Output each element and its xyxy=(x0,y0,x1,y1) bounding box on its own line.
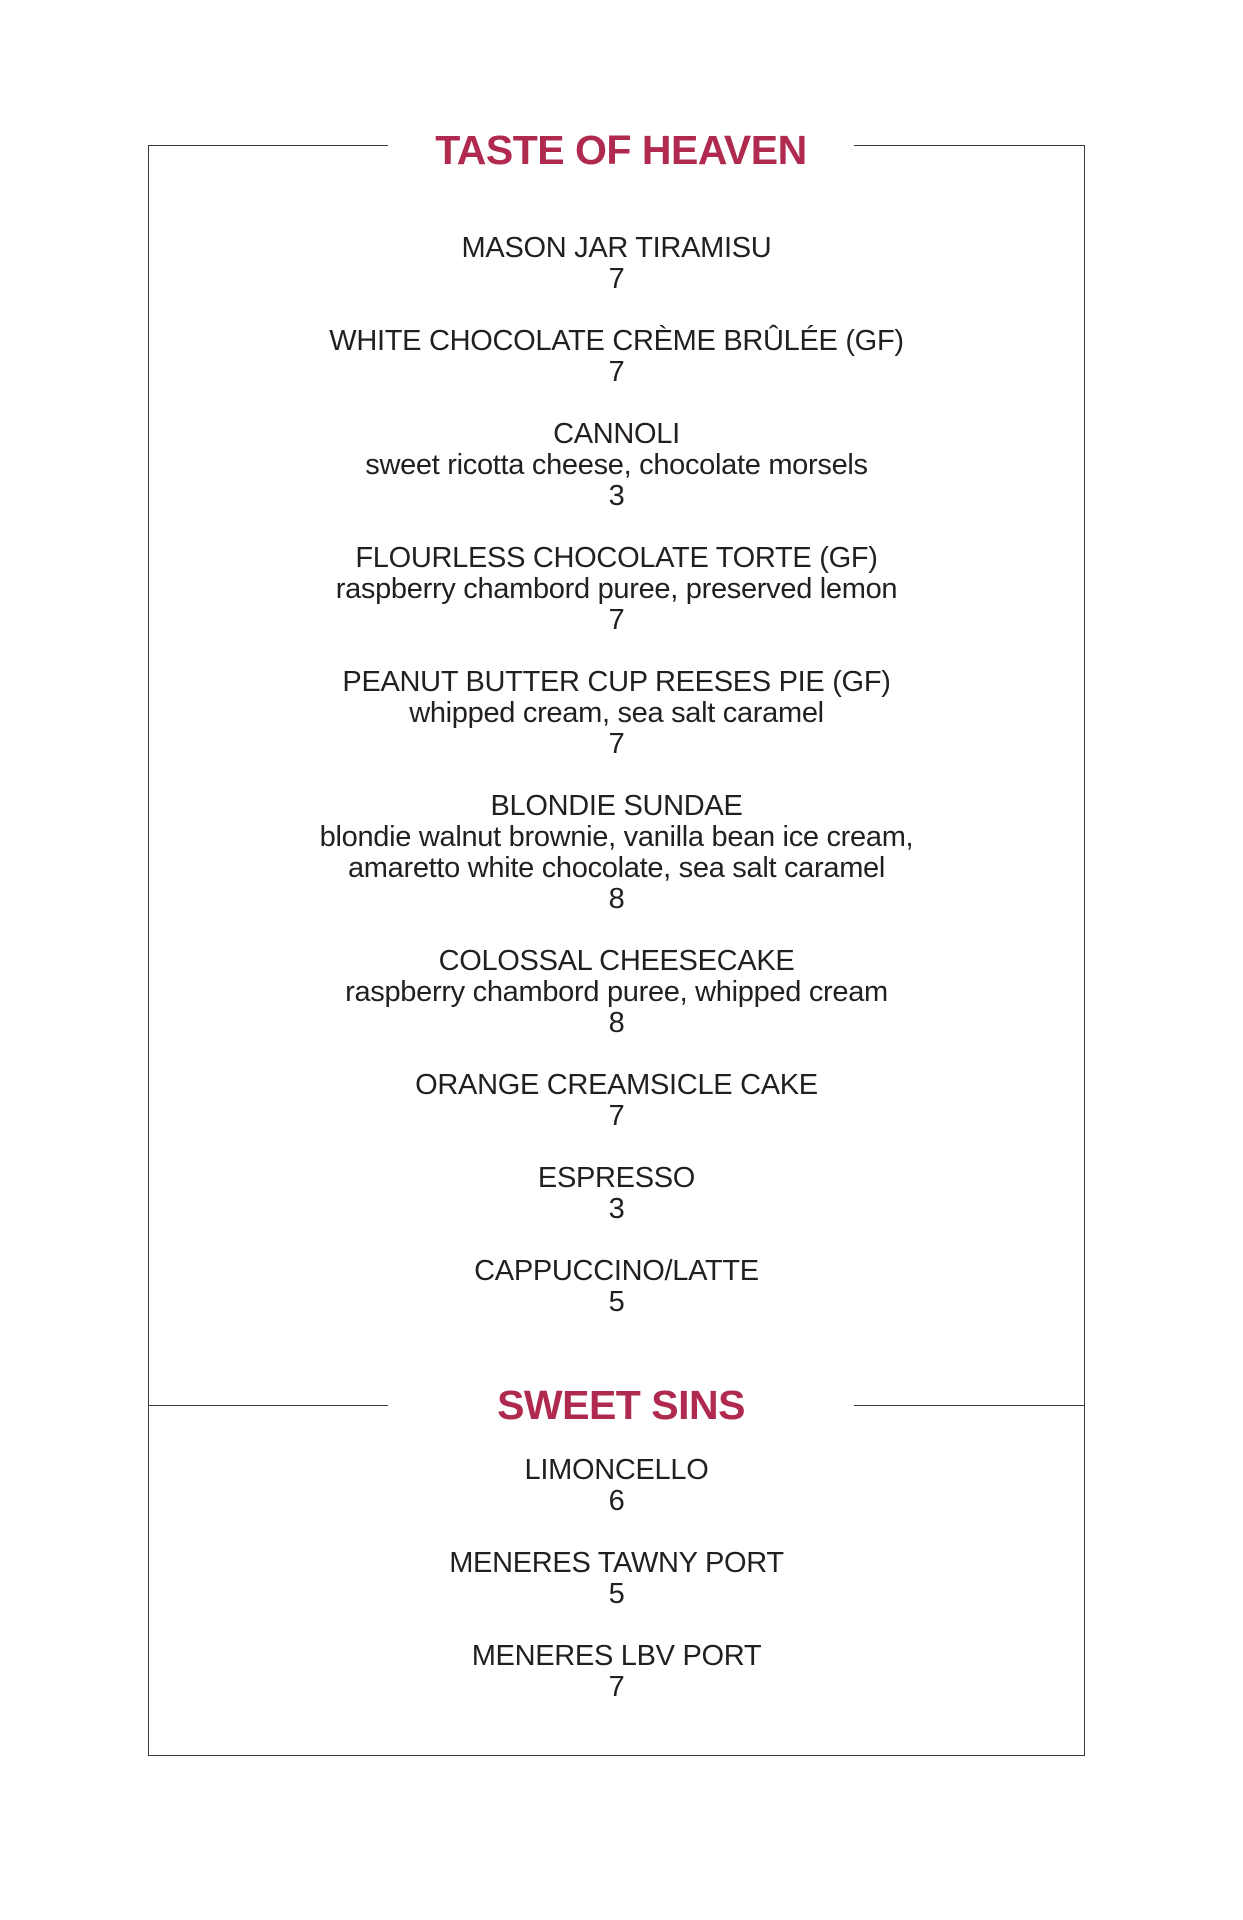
menu-item xyxy=(148,1163,1085,1225)
menu-item xyxy=(148,543,1085,636)
menu-item-price: 7 xyxy=(608,604,625,636)
menu-item xyxy=(148,1548,1085,1610)
menu-item-name: FLOURLESS CHOCOLATE TORTE (GF) xyxy=(355,542,878,574)
menu-item-description: blondie walnut brownie, vanilla bean ice cream, xyxy=(319,821,914,853)
menu-list-sweet-sins xyxy=(148,1455,1085,1734)
menu-item-name: WHITE CHOCOLATE CRÈME BRÛLÉE (GF) xyxy=(329,325,904,357)
menu-item-name: LIMONCELLO xyxy=(524,1454,709,1486)
menu-item-name: CANNOLI xyxy=(553,418,680,450)
menu-item-description: amaretto white chocolate, sea salt caramel xyxy=(347,852,886,884)
menu-item-price: 8 xyxy=(608,883,625,915)
menu-item xyxy=(148,1070,1085,1132)
menu-item-price: 7 xyxy=(608,356,625,388)
menu-item-name: MENERES TAWNY PORT xyxy=(449,1547,784,1579)
section-title-sweet-sins: SWEET SINS xyxy=(388,1367,854,1443)
menu-item-name: MENERES LBV PORT xyxy=(471,1640,762,1672)
menu-item-name: CAPPUCCINO/LATTE xyxy=(474,1255,759,1287)
menu-item-price: 7 xyxy=(608,263,625,295)
menu-item xyxy=(148,1455,1085,1517)
menu-item-price: 7 xyxy=(608,728,625,760)
menu-item-price: 7 xyxy=(608,1100,625,1132)
menu-item xyxy=(148,946,1085,1039)
menu-item xyxy=(148,233,1085,295)
menu-item xyxy=(148,1641,1085,1703)
menu-item-description: raspberry chambord puree, preserved lemon xyxy=(335,573,898,605)
menu-item-description: whipped cream, sea salt caramel xyxy=(409,697,824,729)
menu-item-price: 5 xyxy=(608,1578,625,1610)
menu-item-price: 6 xyxy=(608,1485,625,1517)
menu-item-name: MASON JAR TIRAMISU xyxy=(461,232,772,264)
menu-item xyxy=(148,419,1085,512)
section-title-taste-of-heaven: TASTE OF HEAVEN xyxy=(388,112,854,188)
menu-item-description: raspberry chambord puree, whipped cream xyxy=(345,976,888,1008)
menu-item-price: 8 xyxy=(608,1007,625,1039)
menu-item-name: ESPRESSO xyxy=(537,1162,696,1194)
menu-list-taste-of-heaven xyxy=(148,233,1085,1349)
menu-item xyxy=(148,326,1085,388)
menu-item xyxy=(148,1256,1085,1318)
menu-item xyxy=(148,667,1085,760)
menu-item-name: BLONDIE SUNDAE xyxy=(490,790,743,822)
menu-item-name: PEANUT BUTTER CUP REESES PIE (GF) xyxy=(342,666,891,698)
menu-item xyxy=(148,791,1085,915)
menu-item-price: 5 xyxy=(608,1286,625,1318)
menu-item-price: 7 xyxy=(608,1671,625,1703)
menu-item-name: COLOSSAL CHEESECAKE xyxy=(438,945,795,977)
menu-item-description: sweet ricotta cheese, chocolate morsels xyxy=(365,449,868,481)
menu-item-name: ORANGE CREAMSICLE CAKE xyxy=(415,1069,818,1101)
menu-item-price: 3 xyxy=(608,480,625,512)
menu-item-price: 3 xyxy=(608,1193,625,1225)
